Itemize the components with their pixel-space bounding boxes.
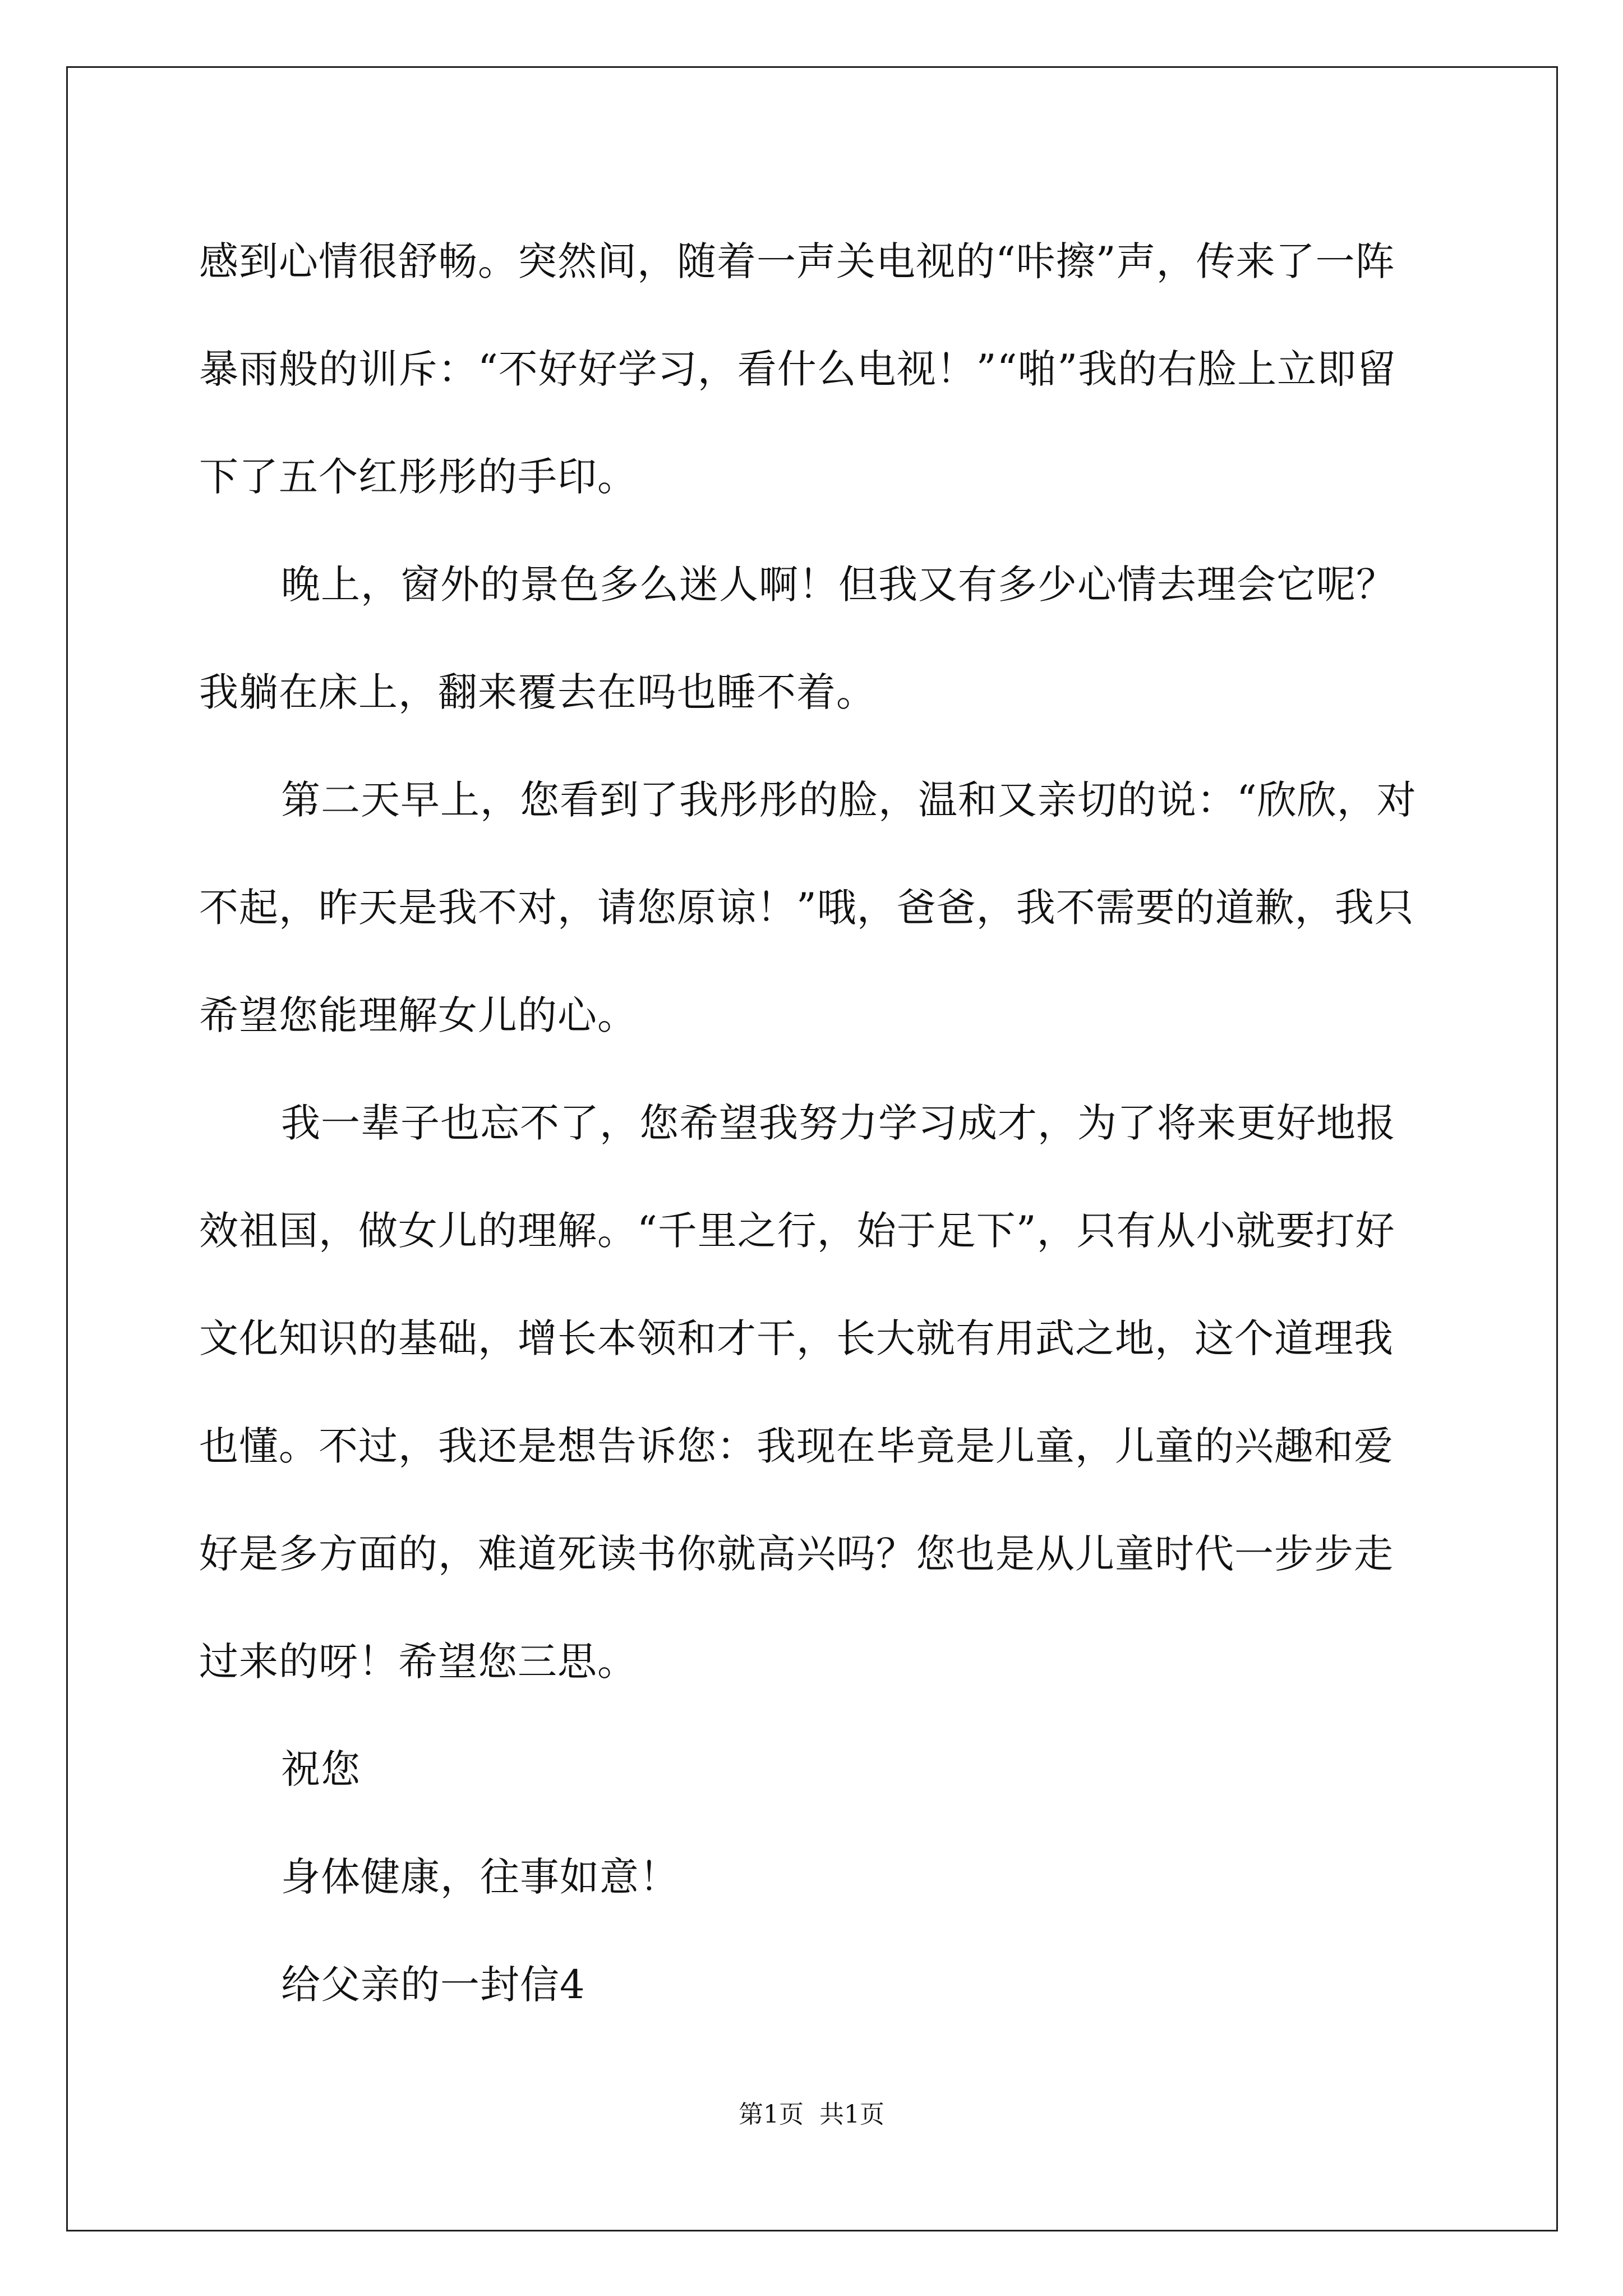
closing-greeting: 祝您 bbox=[281, 1746, 361, 1792]
paragraph-1: 感到心情很舒畅。突然间，随着一声关电视的“咔擦”声，传来了一阵暴雨般的训斥：“不好好学习，看什么电视！”“啪”我的右脸上立即留下了五个红彤彤的手印。 bbox=[199, 238, 1397, 500]
closing-wish: 身体健康，往事如意！ bbox=[281, 1854, 679, 1900]
page-number: 第1页 bbox=[739, 2100, 804, 2129]
paragraph-4: 我一辈子也忘不了，您希望我努力学习成才，为了将来更好地报效祖国，做女儿的理解。“千里之行，始于足下”，只有从小就要打好文化知识的基础，增长本领和才干，长大就有用武之地，这个道理我也懂。不过，我还是想告诉您：我现在毕竟是儿童，儿童的兴趣和爱好是多方面的，难道死读书你就高兴吗？您也是从儿童时代一步步走过来的呀！希望您三思。 bbox=[199, 1100, 1396, 1685]
paragraph-3: 第二天早上，您看到了我彤彤的脸，温和又亲切的说：“欣欣，对不起，昨天是我不对，请您原谅！”哦，爸爸，我不需要的道歉，我只希望您能理解女儿的心。 bbox=[199, 777, 1417, 1038]
paragraph-2: 晚上，窗外的景色多么迷人啊！但我又有多少心情去理会它呢？我躺在床上，翻来覆去在吗也睡不着。 bbox=[199, 562, 1396, 715]
page-footer bbox=[0, 2098, 1623, 2132]
page-total: 共1页 bbox=[819, 2100, 884, 2129]
next-letter-title: 给父亲的一封信4 bbox=[281, 1962, 585, 2008]
document-body bbox=[199, 208, 1433, 2039]
